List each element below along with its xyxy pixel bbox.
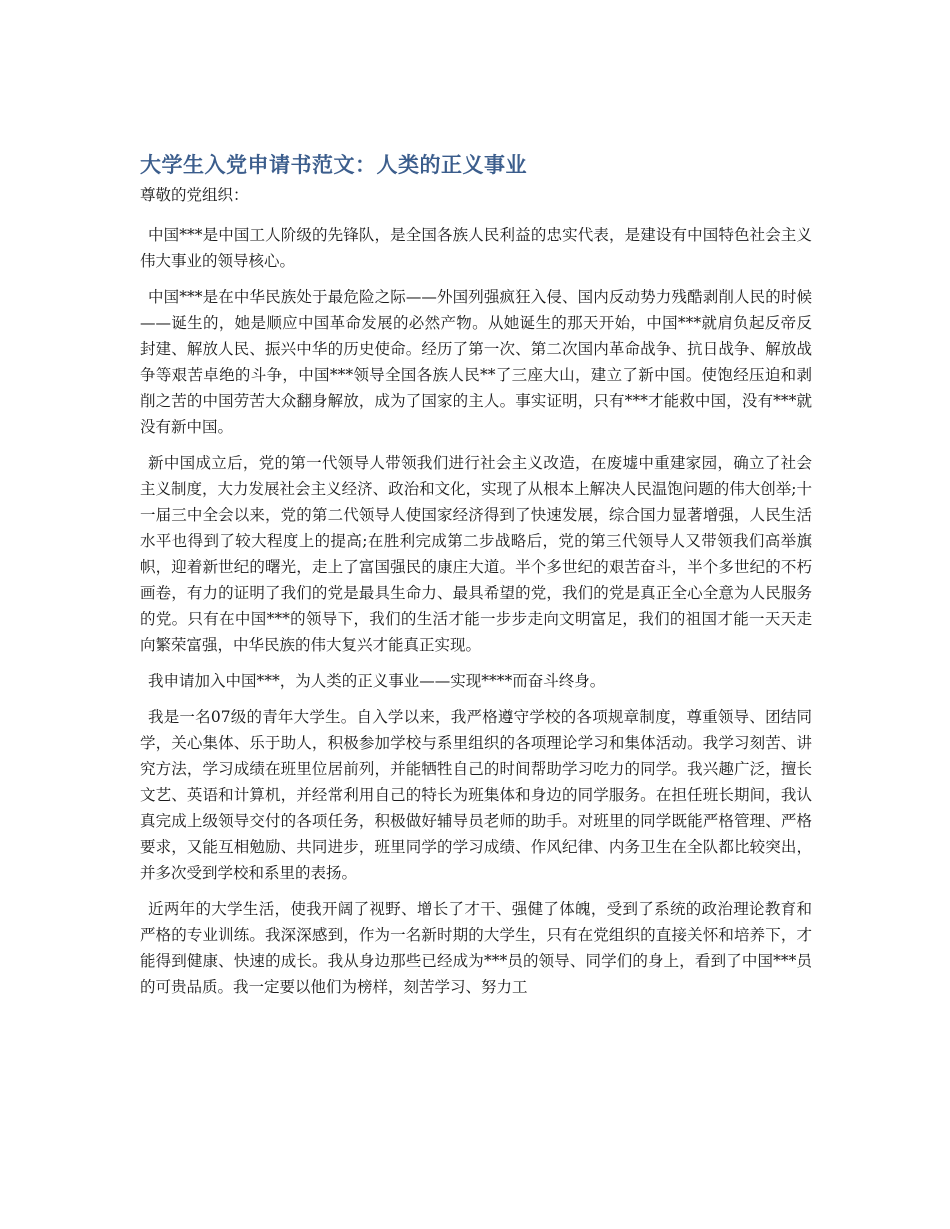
document-body (140, 150, 812, 1010)
paragraph: 我是一名07级的青年大学生。自入学以来，我严格遵守学校的各项规章制度，尊重领导、团结同学，关心集体、乐于助人，积极参加学校与系里组织的各项理论学习和集体活动。我学习刻苦、讲究方法，学习成绩在班里位居前列，并能牺牲自己的时间帮助学习吃力的同学。我兴趣广泛，擅长文艺、英语和计算机，并经常利用自己的特长为班集体和身边的同学服务。在担任班长期间，我认真完成上级领导交付的各项任务，积极做好辅导员老师的助手。对班里的同学既能严格管理、严格要求，又能互相勉励、共同进步，班里同学的学习成绩、作风纪律、内务卫生在全队都比较突出，并多次受到学校和系里的表扬。 (140, 708, 812, 882)
paragraph: 近两年的大学生活，使我开阔了视野、增长了才干、强健了体魄，受到了系统的政治理论教育和严格的专业训练。我深深感到，作为一名新时期的大学生，只有在党组织的直接关怀和培养下，才能得到健康、快速的成长。我从身边那些已经成为***员的领导、同学们的身上，看到了中国***员的可贵品质。我一定要以他们为榜样，刻苦学习、努力工 (140, 900, 812, 996)
paragraph: 新中国成立后，党的第一代领导人带领我们进行社会主义改造，在废墟中重建家园，确立了社会主义制度，大力发展社会主义经济、政治和文化，实现了从根本上解决人民温饱问题的伟大创举;十一届三中全会以来，党的第二代领导人使国家经济得到了快速发展，综合国力显著增强，人民生活水平也得到了较大程度上的提高;在胜利完成第二步战略后，党的第三代领导人又带领我们高举旗帜，迎着新世纪的曙光，走上了富国强民的康庄大道。半个多世纪的艰苦奋斗，半个多世纪的不朽画卷，有力的证明了我们的党是最具生命力、最具希望的党，我们的党是真正全心全意为人民服务的党。只有在中国***的领导下，我们的生活才能一步步走向文明富足，我们的祖国才能一天天走向繁荣富强，中华民族的伟大复兴才能真正实现。 (140, 454, 812, 654)
paragraph: 中国***是中国工人阶级的先锋队，是全国各族人民利益的忠实代表，是建设有中国特色社会主义伟大事业的领导核心。 (140, 226, 812, 270)
paragraph: 我申请加入中国***，为人类的正义事业——实现****而奋斗终身。 (148, 672, 606, 690)
salutation: 尊敬的党组织： (140, 186, 249, 204)
document-title: 大学生入党申请书范文：人类的正义事业 (140, 153, 527, 177)
paragraph: 中国***是在中华民族处于最危险之际——外国列强疯狂入侵、国内反动势力残酷剥削人民的时候——诞生的，她是顺应中国革命发展的必然产物。从她诞生的那天开始，中国***就肩负起反帝反封建、解放人民、振兴中华的历史使命。经历了第一次、第二次国内革命战争、抗日战争、解放战争等艰苦卓绝的斗争，中国***领导全国各族人民**了三座大山，建立了新中国。使饱经压迫和剥削之苦的中国劳苦大众翻身解放，成为了国家的主人。事实证明，只有***才能救中国，没有***就没有新中国。 (140, 288, 812, 436)
